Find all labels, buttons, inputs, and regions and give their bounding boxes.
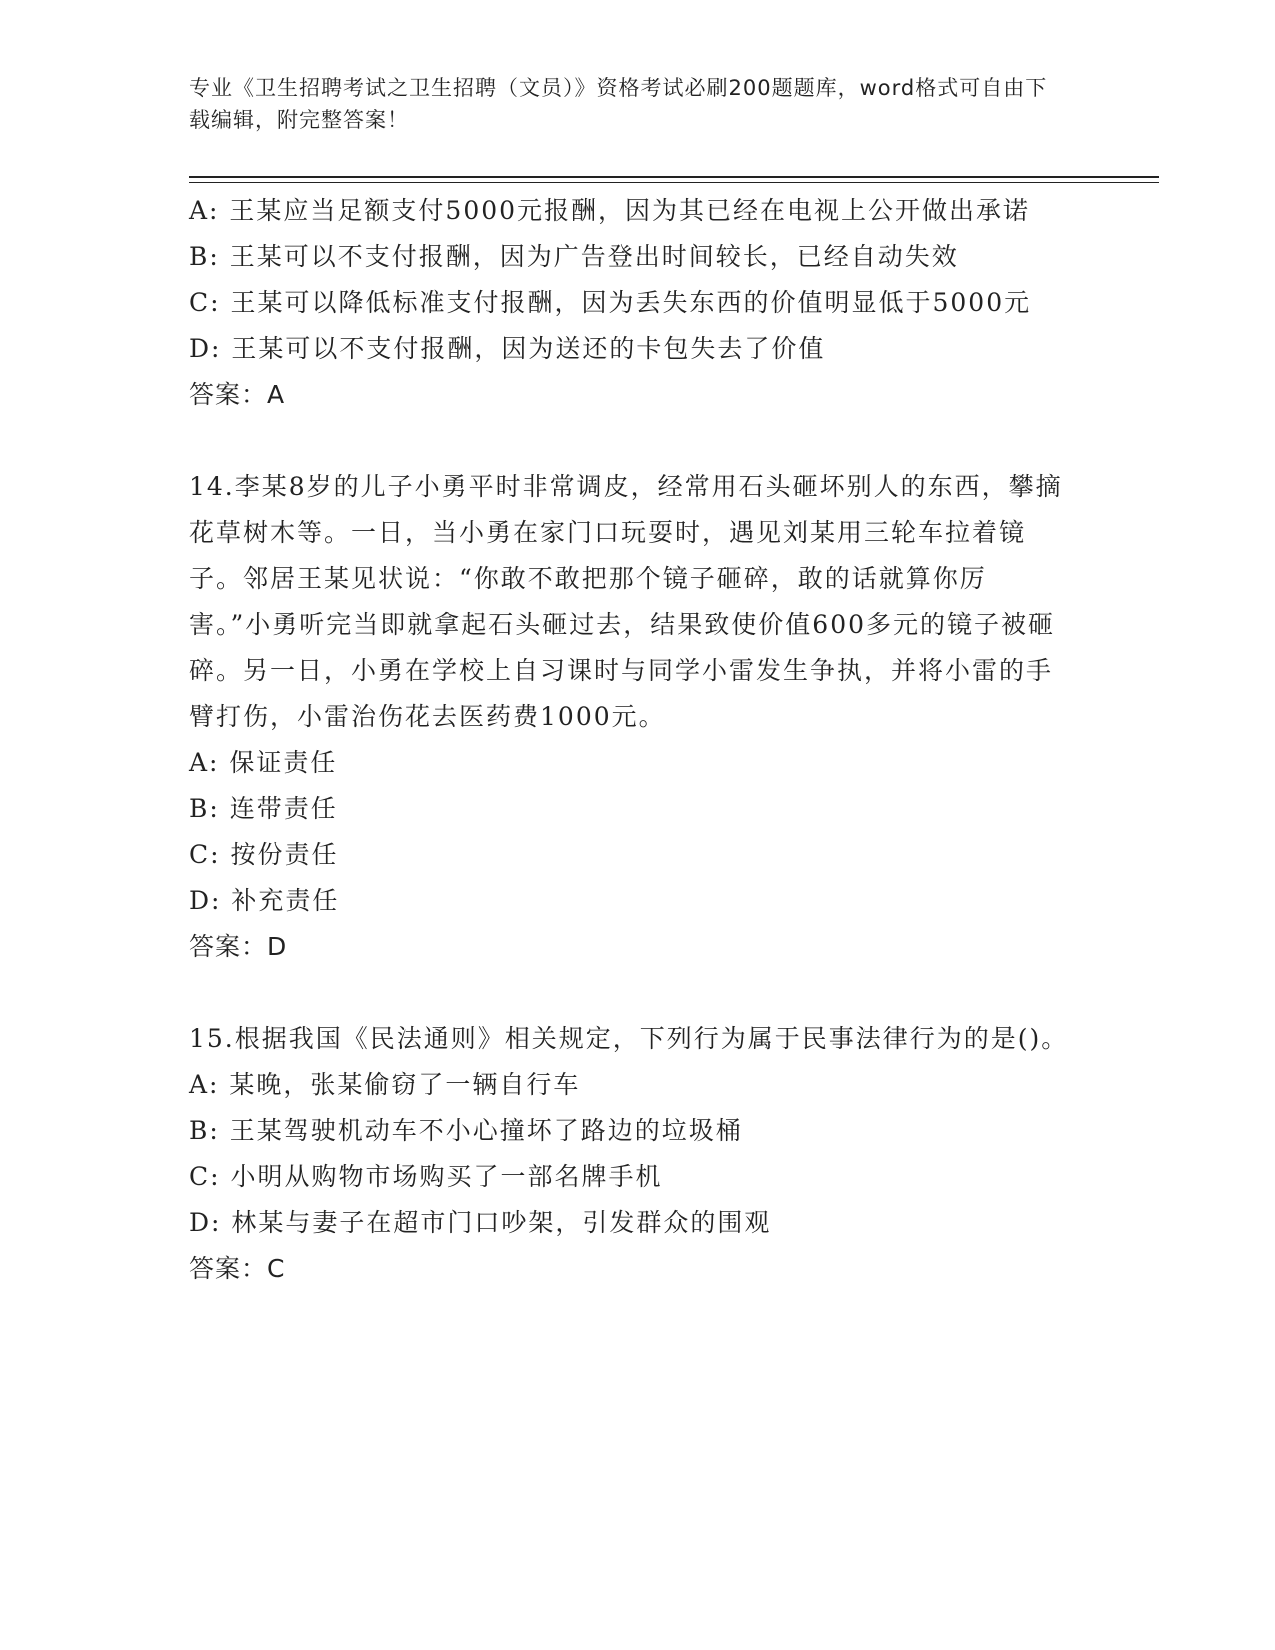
option-d: D: 王某可以不支付报酬，因为送还的卡包失去了价值 xyxy=(189,334,826,363)
option-a: A: 某晚，张某偷窃了一辆自行车 xyxy=(189,1070,581,1099)
option-a: A: 保证责任 xyxy=(189,748,338,777)
spacer xyxy=(189,418,1069,464)
question-stem: 15.根据我国《民法通则》相关规定，下列行为属于民事法律行为的是()。 xyxy=(189,1024,1069,1053)
answer: 答案：A xyxy=(189,380,286,409)
header-divider-thick xyxy=(189,176,1159,178)
question-14 xyxy=(189,464,1069,970)
option-c: C: 小明从购物市场购买了一部名牌手机 xyxy=(189,1162,663,1191)
option-b: B: 王某驾驶机动车不小心撞坏了路边的垃圾桶 xyxy=(189,1116,743,1145)
answer: 答案：C xyxy=(189,1254,286,1283)
document-body xyxy=(189,188,1069,1292)
option-b: B: 连带责任 xyxy=(189,794,338,823)
option-d: D: 林某与妻子在超市门口吵架，引发群众的围观 xyxy=(189,1208,772,1237)
option-c: C: 王某可以降低标准支付报酬，因为丢失东西的价值明显低于5000元 xyxy=(189,288,1032,317)
document-header: 专业《卫生招聘考试之卫生招聘（文员）》资格考试必刷200题题库，word格式可自由下载编辑，附完整答案！ xyxy=(189,76,1048,132)
question-15 xyxy=(189,1016,1069,1292)
option-c: C: 按份责任 xyxy=(189,840,339,869)
header-divider-thin xyxy=(189,182,1159,183)
question-13 xyxy=(189,188,1069,418)
option-b: B: 王某可以不支付报酬，因为广告登出时间较长，已经自动失效 xyxy=(189,242,959,271)
question-stem: 14.李某8岁的儿子小勇平时非常调皮，经常用石头砸坏别人的东西，攀摘花草树木等。一日，当小勇在家门口玩耍时，遇见刘某用三轮车拉着镜子。邻居王某见状说：“你敢不敢把那个镜子砸碎，敢的话就算你厉害。”小勇听完当即就拿起石头砸过去，结果致使价值600多元的镜子被砸碎。另一日，小勇在学校上自习课时与同学小雷发生争执，并将小雷的手臂打伤，小雷治伤花去医药费1000元。 xyxy=(189,472,1063,731)
spacer xyxy=(189,970,1069,1016)
option-d: D: 补充责任 xyxy=(189,886,340,915)
option-a: A: 王某应当足额支付5000元报酬，因为其已经在电视上公开做出承诺 xyxy=(189,196,1031,225)
answer: 答案：D xyxy=(189,932,288,961)
